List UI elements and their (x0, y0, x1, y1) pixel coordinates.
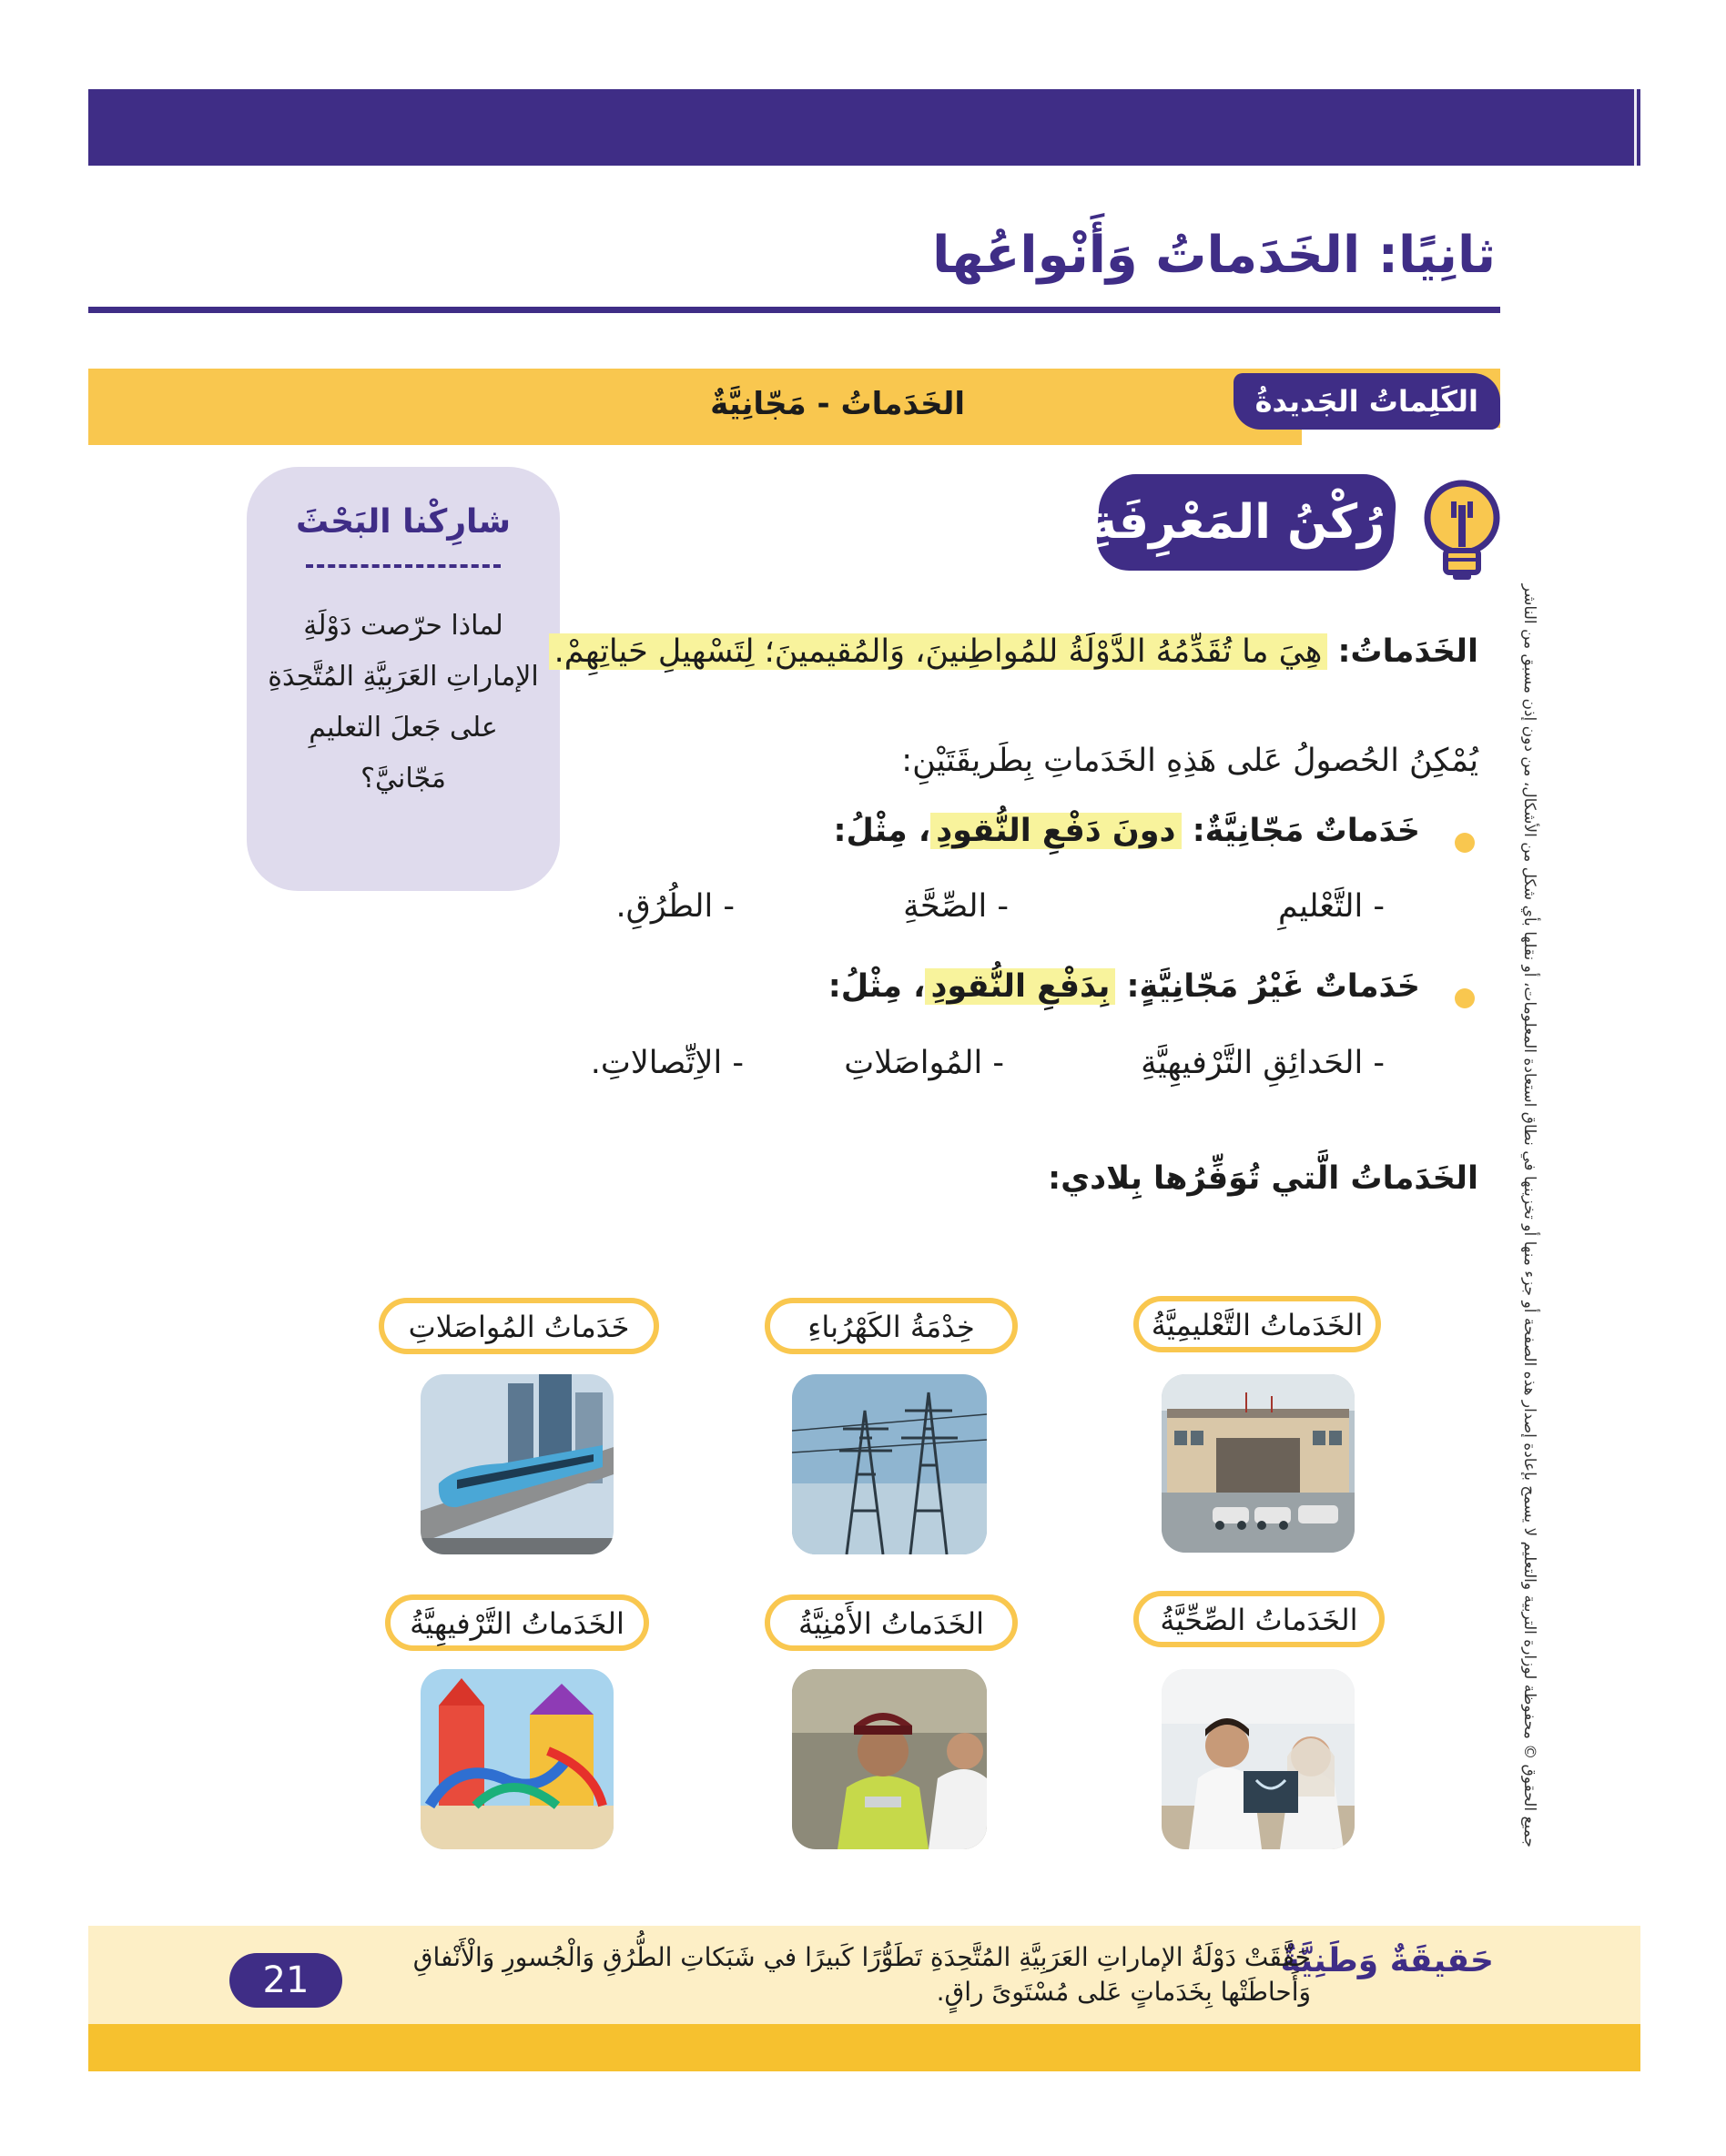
paid-services-line (828, 968, 1420, 1005)
water-park-image (421, 1669, 614, 1849)
service-label-electricity: خِدْمَةُ الكَهْرُباءِ (765, 1298, 1018, 1354)
free-services-term: خَدَماتٌ مَجّانِيَّةٌ: (1192, 813, 1420, 849)
service-label-education: الخَدَماتُ التَّعْليمِيَّةُ (1133, 1296, 1381, 1352)
vocab-band-notch (1302, 428, 1511, 448)
free-services-highlight: دونَ دَفْعِ النُّقودِ (930, 813, 1181, 849)
service-label-security: الخَدَماتُ الأَمْنِيَّةُ (765, 1594, 1018, 1651)
research-dashed-divider (306, 564, 501, 568)
paid-example: - المُواصَلاتِ (844, 1045, 1004, 1081)
free-services-line (834, 813, 1420, 849)
country-services-heading: الخَدَماتُ الَّتي تُوَفِّرُها بِلادي: (1048, 1160, 1478, 1197)
bottom-bar (88, 2024, 1640, 2071)
paid-example: - الحَدائِقِ التَّرْفيهِيَّةِ (1141, 1045, 1385, 1081)
definition-line (549, 633, 1478, 670)
research-title: شارِكْنا البَحْثَ (296, 503, 511, 541)
national-fact-label: حَقيقَةٌ وَطَنِيَّةٌ (1280, 1942, 1494, 1979)
service-label-transport: خَدَماتُ المُواصَلاتِ (379, 1298, 659, 1354)
free-services-tail: ، مِثْلُ: (833, 813, 931, 849)
school-building-image (1162, 1374, 1355, 1553)
bullet-icon (1455, 988, 1475, 1008)
doctors-xray-image (1162, 1669, 1355, 1849)
bullet-icon (1455, 833, 1475, 853)
free-example: - الصِّحَّةِ (903, 888, 1009, 925)
header-bar-divider (1634, 89, 1637, 166)
top-header-bar (88, 89, 1640, 166)
vocab-words: الخَدَماتُ - مَجّانِيَّةٌ (710, 386, 965, 422)
section-title: ثانِيًا: الخَدَماتُ وَأَنْواعُها (932, 226, 1496, 285)
paid-services-term: خَدَماتٌ غَيْرُ مَجّانِيَّةٍ: (1126, 968, 1420, 1005)
national-fact-text: حَقَّقَتْ دَوْلَةُ الإماراتِ العَرَبِيَّةِ المُتَّحِدَةِ تَطَوُّرًا كَبيرًا في شَبَكاتِ الطُّرُقِ وَالْجُسورِ وَالْأَنْفاقِ وَأَحاطَتْها بِخَدَماتٍ عَلى مُسْتَوىً راقٍ. (412, 1942, 1311, 2007)
lightbulb-icon (1416, 476, 1508, 585)
free-example: - التَّعْليمِ (1277, 888, 1385, 925)
paid-services-tail: ، مِثْلُ: (827, 968, 926, 1005)
knowledge-corner-title: رُكْنُ المَعْرِفَةِ (1089, 495, 1385, 550)
metro-train-image (421, 1374, 614, 1554)
service-label-entertainment: الخَدَماتُ التَّرْفيهِيَّةُ (385, 1594, 649, 1651)
definition-text: هِيَ ما تُقَدِّمُهُ الدَّوْلَةُ للمُواطِنينَ، وَالمُقيمينَ؛ لِتَسْهيلِ حَياتِهِمْ. (549, 633, 1328, 670)
police-officer-image (792, 1669, 987, 1849)
free-example: - الطُرُقِ. (615, 888, 735, 925)
research-question: لماذا حرّصت دَوْلَةِ الإماراتِ العَرَبِيَّةِ المُتَّحِدَةِ على جَعلَ التعليمِ مَجّانيَّ؟ (268, 610, 539, 795)
ways-line: يُمْكِنُ الحُصولُ عَلى هَذِهِ الخَدَماتِ بِطَريقَتَيْنِ: (901, 743, 1478, 779)
vocab-label: الكَلِماتُ الجَديدةُ (1234, 373, 1500, 430)
paid-example: - الاِتِّصالاتِ. (590, 1045, 744, 1081)
power-pylons-image (792, 1374, 987, 1554)
definition-term: الخَدَماتُ: (1337, 633, 1478, 670)
section-title-underline (88, 307, 1500, 313)
service-label-health: الخَدَماتُ الصِّحِّيَّةُ (1133, 1591, 1385, 1647)
page-number: 21 (229, 1953, 342, 2008)
copyright-notice: جميع الحقوق © محفوظة لوزارة التربية والتعليم لا يسمح بإعادة إصدار هذه الصفحة أو جزء منها أو تخزينها في نطاق استعادة المعلومات، أو نقلها بأي شكل من الأشكال، من دون إذن مسبق من الناشر (1520, 583, 1538, 1847)
paid-services-highlight: بِدَفْعِ النُّقودِ (925, 968, 1115, 1005)
